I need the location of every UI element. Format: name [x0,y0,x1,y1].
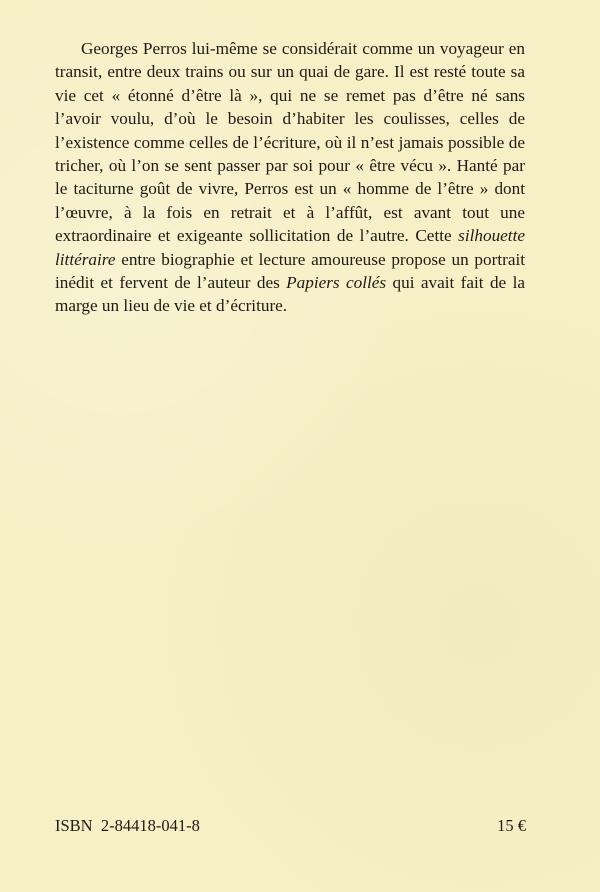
blurb-italic-silhouette: silhouette littéraire [55,226,525,269]
blurb-text-part-2: entre biographie et lecture amoureuse propose un portrait inédit et fervent de l’auteur des [55,249,525,293]
back-cover-blurb [55,37,525,318]
price-label: 15 € [497,816,526,835]
blurb-text-part-3: qui avait fait de la marge un lieu de vie et d’écriture. [55,273,525,316]
isbn-number: ISBN 2-84418-041-8 [55,816,200,835]
blurb-text-part-1: Georges Perros lui-même se considérait comme un voyageur en transit, entre deux trains ou sur un quai de gare. Il est resté toute sa vie cet « étonné d’être là », qui ne se remet pas d’être né sans l’avoir voulu, d’où le besoin d’habiter les coulisses, celles de l’existence comme celles de l’écriture, où il n’est jamais possible de tricher, où l’on se sent passer par soi pour « être vécu ». Hanté par le taciturne goût de vivre, Perros est un « homme de l’être » dont l’œuvre, à la fois en retrait et à l’affût, est avant tout une extraordinaire et exigeante sollicitation de l’autre. Cette [55,39,525,246]
blurb-italic-papiers-colles: Papiers collés [286,273,387,293]
